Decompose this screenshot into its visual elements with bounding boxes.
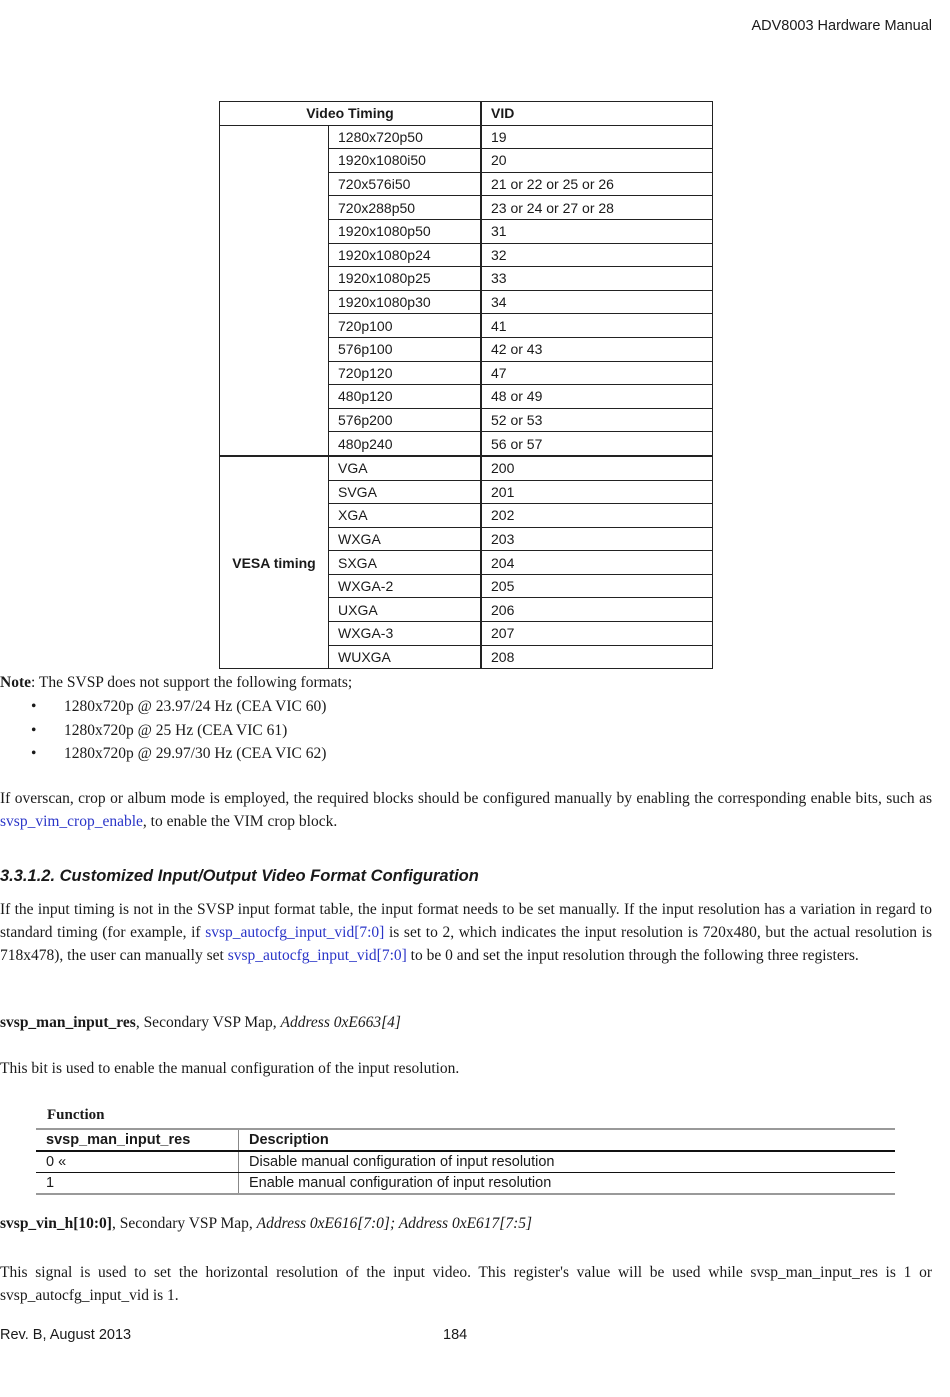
- list-item: • 1280x720p @ 25 Hz (CEA VIC 61): [0, 719, 326, 743]
- video-format-cell: SXGA: [329, 551, 482, 575]
- register-description: This bit is used to enable the manual configuration of the input resolution.: [0, 1060, 460, 1077]
- table-row: [220, 125, 713, 149]
- section-heading: 3.3.1.2. Customized Input/Output Video Format Configuration: [0, 867, 479, 885]
- timing-table-body: [220, 125, 713, 669]
- video-format-cell: WXGA-2: [329, 574, 482, 598]
- table-header-row: [36, 1129, 895, 1151]
- vid-cell: 203: [481, 527, 713, 551]
- note: [0, 674, 352, 692]
- bullet-icon: •: [31, 745, 37, 762]
- table-row: [220, 456, 713, 480]
- note-label: Note: [0, 674, 31, 691]
- video-format-cell: 1920x1080p30: [329, 290, 482, 314]
- overscan-paragraph: If overscan, crop or album mode is employed, the required blocks should be configured manually by enabling the corresponding enable bits, such as svsp_vim_crop_enable, to enable the VIM crop block.: [0, 790, 932, 830]
- video-format-cell: 720x576i50: [329, 172, 482, 196]
- group-label: [220, 125, 329, 456]
- video-format-cell: 1920x1080p25: [329, 267, 482, 291]
- vid-cell: 204: [481, 551, 713, 575]
- group-label: VESA timing: [220, 456, 329, 669]
- section-intro-paragraph: If the input timing is not in the SVSP input format table, the input format needs to be set manually. If the input resolution has a variation in regard to standard timing (for example, if svsp_autocfg_input_vid[7:0] is set to 2, which indicates the input resolution is 720x480, but the actual resolution is 718x478), the user can manually set svsp_autocfg_input_vid[7:0] to be 0 and set the input resolution through the following three registers.: [0, 901, 932, 964]
- register-heading-man-input-res: svsp_man_input_res, Secondary VSP Map, Address 0xE663[4]: [0, 1014, 401, 1031]
- video-format-cell: 1920x1080i50: [329, 149, 482, 173]
- video-timing-table: [219, 101, 713, 669]
- vid-cell: 23 or 24 or 27 or 28: [481, 196, 713, 220]
- table-header-row: [220, 102, 713, 126]
- bullet-icon: •: [31, 698, 37, 715]
- register-address: Address 0xE616[7:0]; Address 0xE617[7:5]: [256, 1215, 533, 1232]
- footer-revision: Rev. B, August 2013: [0, 1327, 132, 1343]
- register-address: Address 0xE663[4]: [280, 1014, 401, 1031]
- note-text: : The SVSP does not support the following formats;: [31, 674, 353, 691]
- video-format-cell: WUXGA: [329, 645, 482, 669]
- vid-cell: 47: [481, 361, 713, 385]
- vid-cell: 34: [481, 290, 713, 314]
- link-svsp-autocfg-input-vid[interactable]: svsp_autocfg_input_vid[7:0]: [227, 947, 407, 964]
- link-svsp-vim-crop-enable[interactable]: svsp_vim_crop_enable: [0, 813, 143, 830]
- video-format-cell: WXGA-3: [329, 622, 482, 646]
- register-heading-vin-h: svsp_vin_h[10:0], Secondary VSP Map, Address 0xE616[7:0]; Address 0xE617[7:5]: [0, 1215, 533, 1232]
- video-format-cell: 480p240: [329, 432, 482, 456]
- vid-cell: 206: [481, 598, 713, 622]
- vid-cell: 20: [481, 149, 713, 173]
- vid-cell: 19: [481, 125, 713, 149]
- video-format-cell: VGA: [329, 456, 482, 480]
- video-format-cell: 576p200: [329, 408, 482, 432]
- video-format-cell: 720p120: [329, 361, 482, 385]
- vid-cell: 56 or 57: [481, 432, 713, 456]
- video-format-cell: 720x288p50: [329, 196, 482, 220]
- video-format-cell: 480p120: [329, 385, 482, 409]
- video-format-cell: UXGA: [329, 598, 482, 622]
- function-table: [36, 1128, 895, 1195]
- vid-cell: 33: [481, 267, 713, 291]
- link-svsp-autocfg-input-vid[interactable]: svsp_autocfg_input_vid[7:0]: [205, 924, 385, 941]
- unsupported-formats-list: [0, 695, 326, 766]
- vid-cell: 31: [481, 219, 713, 243]
- vid-cell: 205: [481, 574, 713, 598]
- column-header-description: Description: [239, 1129, 896, 1151]
- vid-cell: 208: [481, 645, 713, 669]
- vid-cell: 202: [481, 504, 713, 528]
- list-item: • 1280x720p @ 29.97/30 Hz (CEA VIC 62): [0, 742, 326, 766]
- register-name: svsp_man_input_res: [0, 1014, 136, 1031]
- vid-cell: 32: [481, 243, 713, 267]
- register-description: This signal is used to set the horizontal resolution of the input video. This register's value will be used while svsp_man_input_res is 1 or svsp_autocfg_input_vid is 1.: [0, 1264, 932, 1304]
- vid-cell: 41: [481, 314, 713, 338]
- page-number: 184: [443, 1327, 468, 1343]
- column-header-value: svsp_man_input_res: [36, 1129, 239, 1151]
- vid-cell: 42 or 43: [481, 337, 713, 361]
- column-header-video-timing: Video Timing: [220, 102, 482, 126]
- video-format-cell: 1920x1080p50: [329, 219, 482, 243]
- column-header-vid: VID: [481, 102, 713, 126]
- register-name: svsp_vin_h[10:0]: [0, 1215, 112, 1232]
- table-row: 1 Enable manual configuration of input resolution: [36, 1173, 895, 1195]
- table-row: 0 « Disable manual configuration of input resolution: [36, 1151, 895, 1173]
- video-format-cell: XGA: [329, 504, 482, 528]
- list-item: • 1280x720p @ 23.97/24 Hz (CEA VIC 60): [0, 695, 326, 719]
- video-format-cell: 720p100: [329, 314, 482, 338]
- vid-cell: 200: [481, 456, 713, 480]
- vid-cell: 52 or 53: [481, 408, 713, 432]
- vid-cell: 48 or 49: [481, 385, 713, 409]
- bullet-icon: •: [31, 721, 37, 739]
- video-format-cell: 1280x720p50: [329, 125, 482, 149]
- video-format-cell: SVGA: [329, 480, 482, 504]
- vid-cell: 21 or 22 or 25 or 26: [481, 172, 713, 196]
- document-title: ADV8003 Hardware Manual: [751, 18, 932, 34]
- video-format-cell: WXGA: [329, 527, 482, 551]
- video-format-cell: 1920x1080p24: [329, 243, 482, 267]
- function-label: Function: [47, 1107, 105, 1123]
- video-format-cell: 576p100: [329, 337, 482, 361]
- vid-cell: 201: [481, 480, 713, 504]
- vid-cell: 207: [481, 622, 713, 646]
